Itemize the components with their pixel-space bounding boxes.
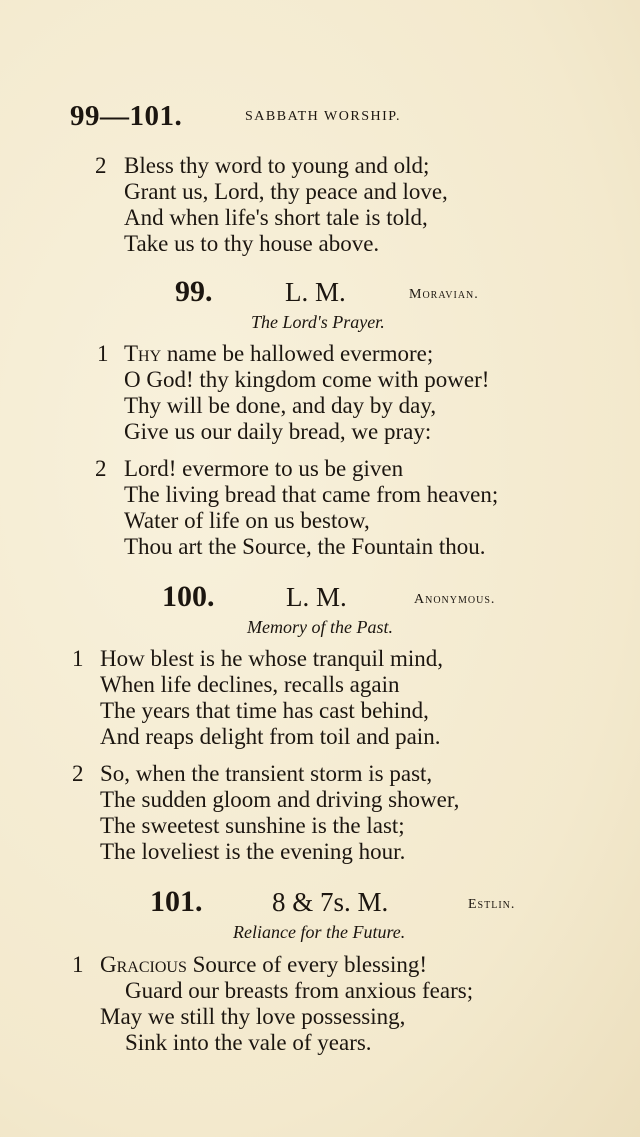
first-word: Gracious: [100, 952, 187, 977]
stanza-number: 1: [97, 341, 109, 366]
verse-line: The sudden gloom and driving shower,: [100, 787, 460, 812]
hymn-meter: 8 & 7s. M.: [272, 887, 389, 917]
verse-line: Thou art the Source, the Fountain thou.: [124, 534, 486, 559]
stanza-number: 2: [72, 761, 84, 786]
hymn-meter: L. M.: [285, 277, 346, 307]
verse-line: Take us to thy house above.: [124, 231, 380, 256]
verse-line: How blest is he whose tranquil mind,: [100, 646, 444, 671]
page-header: [70, 100, 470, 136]
hymn-number: 100.: [162, 580, 215, 613]
hymn-range: 99—101.: [70, 100, 183, 132]
verse-line: Thy will be done, and day by day,: [124, 393, 437, 418]
hymn-number: 99.: [175, 275, 213, 308]
stanza-number: 1: [72, 646, 84, 671]
hymn-tune: Moravian.: [409, 287, 479, 302]
verse-line: The sweetest sunshine is the last;: [100, 813, 405, 838]
verse-line: O God! thy kingdom come with power!: [124, 367, 490, 392]
verse-line: Water of life on us bestow,: [124, 508, 370, 533]
verse-line: Gracious Source of every blessing!: [100, 952, 428, 977]
hymn-meter: L. M.: [286, 582, 347, 612]
hymn-number: 101.: [150, 885, 203, 918]
stanza-number: 2: [95, 456, 107, 481]
verse-line: Guard our breasts from anxious fears;: [125, 978, 474, 1003]
hymn-tune: Anonymous.: [414, 592, 496, 607]
hymn-heading: [175, 275, 535, 311]
hymn-subtitle: Memory of the Past.: [247, 617, 393, 637]
verse-line: May we still thy love possessing,: [100, 1004, 406, 1029]
verse-line: Give us our daily bread, we pray:: [124, 419, 432, 444]
verse-line: Lord! evermore to us be given: [124, 456, 404, 481]
verse-line: And when life's short tale is told,: [124, 205, 428, 230]
verse-line: So, when the transient storm is past,: [100, 761, 433, 786]
verse-line: The living bread that came from heaven;: [124, 482, 499, 507]
verse-line: Sink into the vale of years.: [125, 1030, 372, 1055]
verse-line: The years that time has cast behind,: [100, 698, 429, 723]
hymn-heading: [162, 580, 542, 616]
hymn-tune: Estlin.: [468, 897, 516, 912]
verse-line: Bless thy word to young and old;: [124, 153, 430, 178]
verse-line: When life declines, recalls again: [100, 672, 400, 697]
verse-line: Grant us, Lord, thy peace and love,: [124, 179, 448, 204]
first-word: Thy: [124, 341, 162, 366]
hymn-subtitle: Reliance for the Future.: [233, 922, 406, 942]
stanza-number: 1: [72, 952, 84, 977]
hymn-heading: [150, 885, 550, 921]
running-title: SABBATH WORSHIP.: [245, 109, 401, 124]
stanza-number: 2: [95, 153, 107, 178]
verse-line: Thy name be hallowed evermore;: [124, 341, 434, 366]
hymn-subtitle: The Lord's Prayer.: [251, 312, 385, 332]
verse-line: And reaps delight from toil and pain.: [100, 724, 441, 749]
verse-line: The loveliest is the evening hour.: [100, 839, 406, 864]
